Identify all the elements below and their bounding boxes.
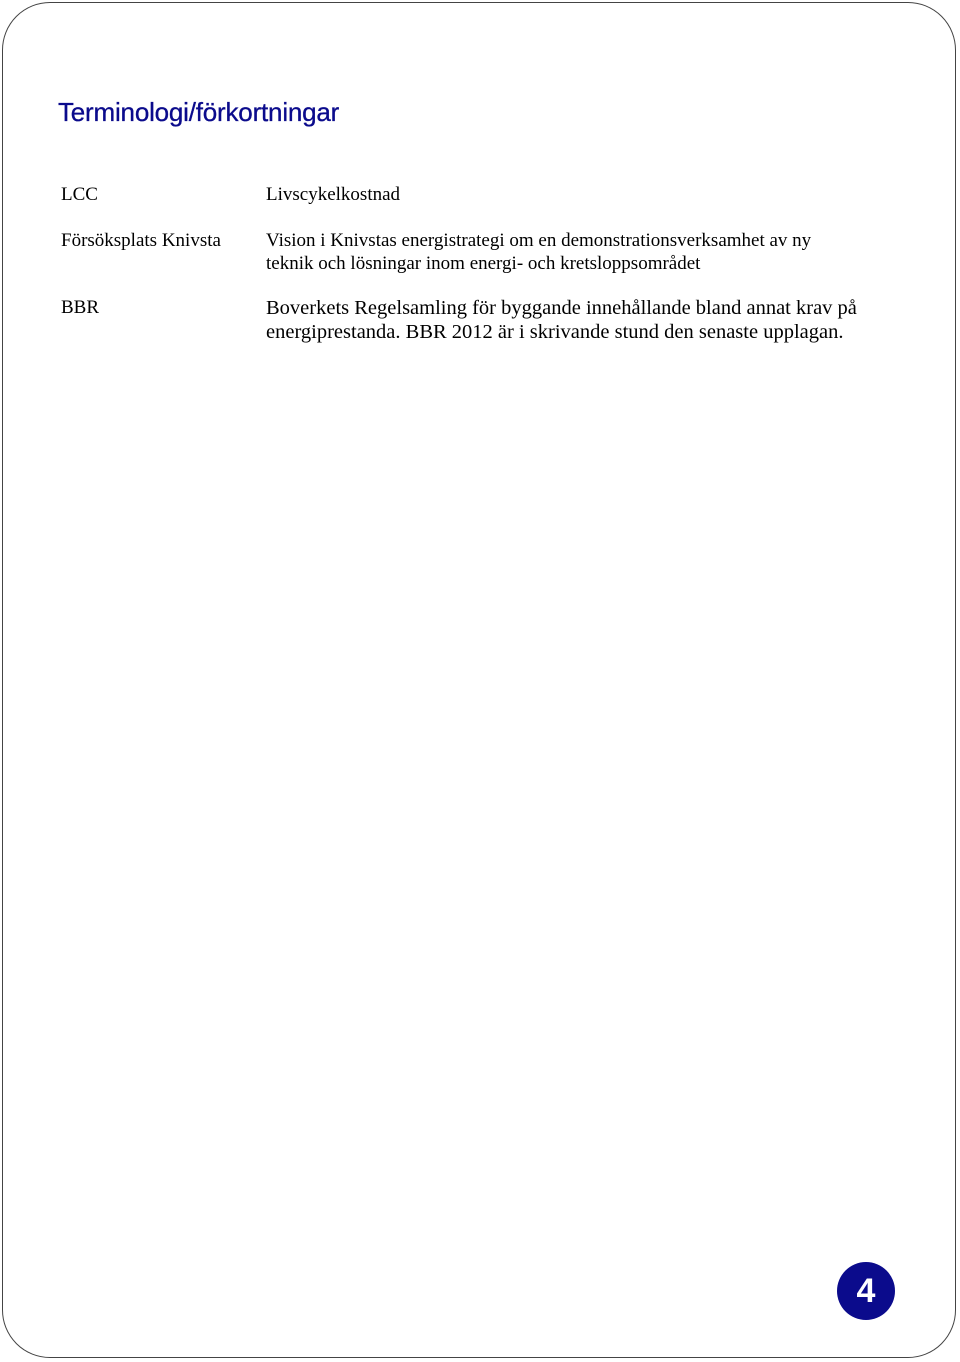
definition-line: teknik och lösningar inom energi- och kretsloppsområdet (266, 253, 701, 274)
page-number-badge (837, 1262, 895, 1320)
term-definition (266, 296, 906, 344)
page-number: 4 (856, 1272, 876, 1310)
definition-line: Boverkets Regelsamling för byggande innehållande bland annat krav på (266, 297, 857, 319)
definition-line: Vision i Knivstas energistrategi om en demonstrationsverksamhet av ny (266, 230, 812, 251)
term-abbreviation: LCC (61, 184, 98, 205)
term-definition (266, 183, 906, 206)
definition-line: energiprestanda. BBR 2012 är i skrivande stund den senaste upplagan. (266, 321, 844, 343)
definition-line: Livscykelkostnad (266, 184, 401, 205)
term-abbreviation: Försöksplats Knivsta (61, 230, 221, 251)
page-title: Terminologi/förkortningar (58, 97, 340, 127)
term-definition (266, 229, 906, 275)
term-abbreviation: BBR (61, 297, 100, 318)
